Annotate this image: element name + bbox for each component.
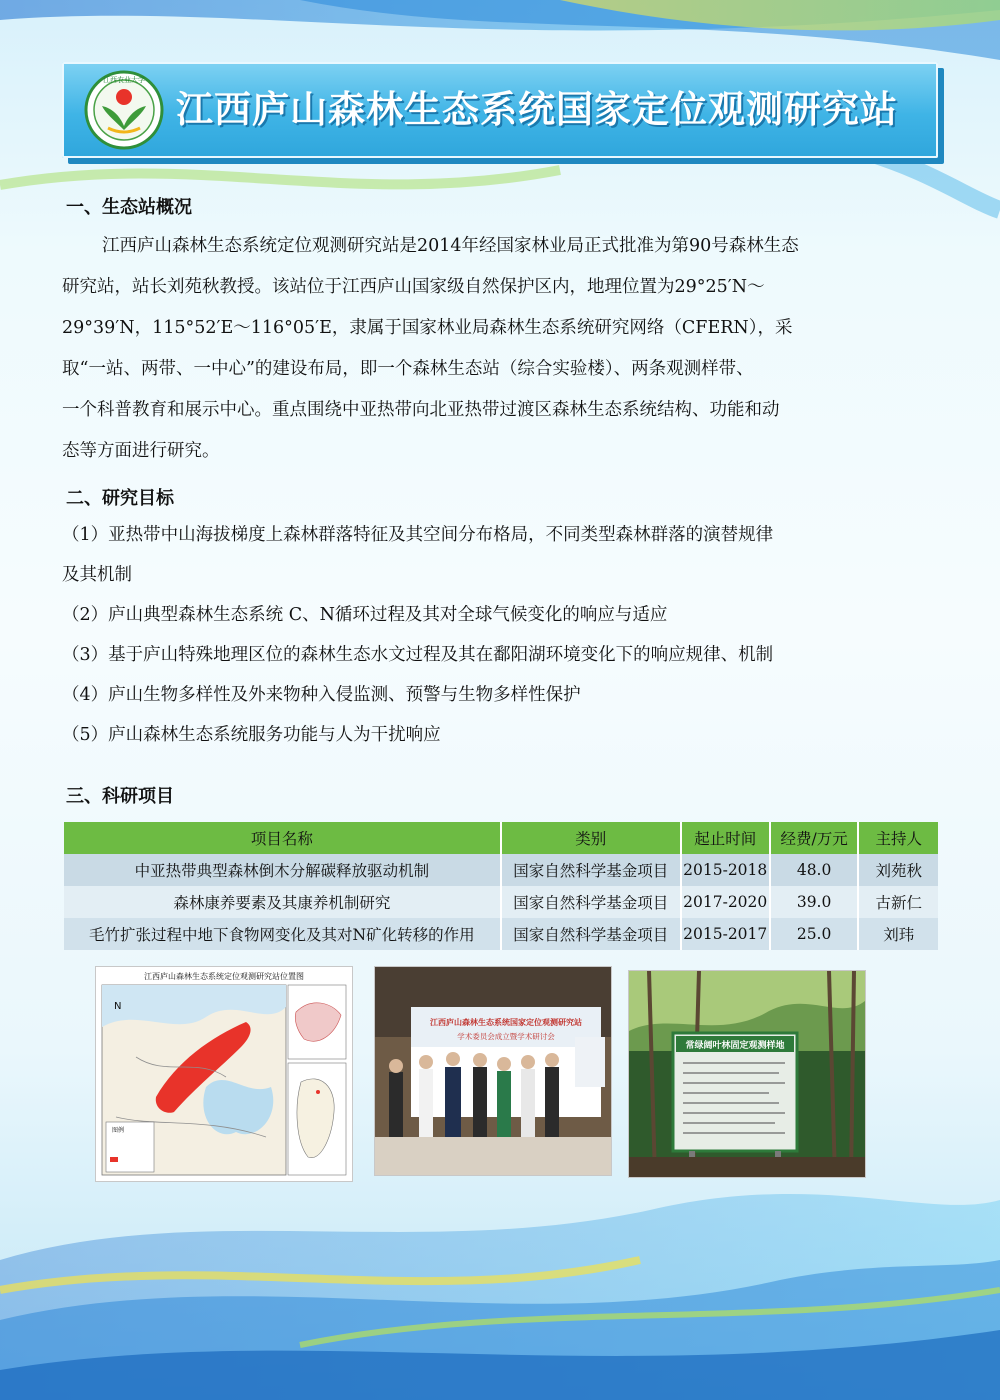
banner-text: 学术委员会成立暨学术研讨会	[457, 1032, 555, 1041]
table-header-row	[64, 822, 938, 854]
table-row	[64, 854, 938, 886]
page-title: 江西庐山森林生态系统国家定位观测研究站	[176, 88, 898, 131]
goal-item: （2）庐山典型森林生态系统 C、N循环过程及其对全球气候变化的响应与适应	[62, 605, 668, 625]
overview-line: 一个科普教育和展示中心。重点围绕中亚热带向北亚热带过渡区森林生态系统结构、功能和动	[62, 400, 780, 420]
table-cell: 刘玮	[858, 918, 938, 950]
banner-text: 江西庐山森林生态系统国家定位观测研究站	[430, 1018, 582, 1027]
section-heading-overview: 一、生态站概况	[66, 197, 192, 218]
goal-item: （5）庐山森林生态系统服务功能与人为干扰响应	[62, 725, 441, 745]
column-header: 项目名称	[64, 822, 501, 854]
column-header: 经费/万元	[770, 822, 859, 854]
table-cell: 2017-2020	[681, 886, 770, 918]
table-cell: 25.0	[770, 918, 859, 950]
section-heading-projects: 三、科研项目	[66, 786, 174, 807]
logo-text: 江西农业大学	[103, 76, 145, 84]
table-cell: 国家自然科学基金项目	[501, 854, 681, 886]
goal-item: （4）庐山生物多样性及外来物种入侵监测、预警与生物多样性保护	[62, 685, 581, 705]
goal-item: （3）基于庐山特殊地理区位的森林生态水文过程及其在鄱阳湖环境变化下的响应规律、机制	[62, 645, 774, 665]
column-header: 类别	[501, 822, 681, 854]
column-header: 主持人	[858, 822, 938, 854]
table-cell: 2015-2018	[681, 854, 770, 886]
column-header: 起止时间	[681, 822, 770, 854]
meeting-photo	[374, 966, 612, 1176]
goal-item: 及其机制	[62, 565, 132, 585]
table-cell: 中亚热带典型森林倒木分解碳释放驱动机制	[64, 854, 501, 886]
location-map-image	[95, 966, 353, 1182]
map-legend-title: 图例	[112, 1127, 125, 1134]
overview-line: 江西庐山森林生态系统定位观测研究站是2014年经国家林业局正式批准为第90号森林生态	[102, 236, 799, 256]
table-cell: 森林康养要素及其康养机制研究	[64, 886, 501, 918]
overview-line: 研究站，站长刘苑秋教授。该站位于江西庐山国家级自然保护区内，地理位置为29°25′N～	[62, 277, 765, 297]
table-cell: 毛竹扩张过程中地下食物网变化及其对N矿化转移的作用	[64, 918, 501, 950]
overview-line: 态等方面进行研究。	[62, 441, 220, 461]
table-cell: 39.0	[770, 886, 859, 918]
overview-line: 取“一站、两带、一中心”的建设布局，即一个森林生态站（综合实验楼）、两条观测样带、	[62, 359, 754, 379]
table-cell: 刘苑秋	[858, 854, 938, 886]
map-title: 江西庐山森林生态系统定位观测研究站位置图	[144, 972, 304, 981]
table-row	[64, 918, 938, 950]
goal-item: （1）亚热带中山海拔梯度上森林群落特征及其空间分布格局，不同类型森林群落的演替规律	[62, 525, 774, 545]
overview-line: 29°39′N，115°52′E～116°05′E，隶属于国家林业局森林生态系统研究网络（CFERN），采	[62, 318, 793, 338]
table-cell: 48.0	[770, 854, 859, 886]
table-cell: 2015-2017	[681, 918, 770, 950]
forest-plot-photo	[628, 970, 866, 1178]
table-cell: 国家自然科学基金项目	[501, 886, 681, 918]
university-logo-icon	[84, 70, 164, 150]
table-row	[64, 886, 938, 918]
svg-text:N: N	[114, 1001, 122, 1012]
table-cell: 古新仁	[858, 886, 938, 918]
overview-paragraph	[62, 226, 942, 472]
sign-title: 常绿阔叶林固定观测样地	[685, 1041, 785, 1051]
projects-table	[64, 822, 938, 950]
section-heading-goals: 二、研究目标	[66, 488, 174, 509]
table-cell: 国家自然科学基金项目	[501, 918, 681, 950]
